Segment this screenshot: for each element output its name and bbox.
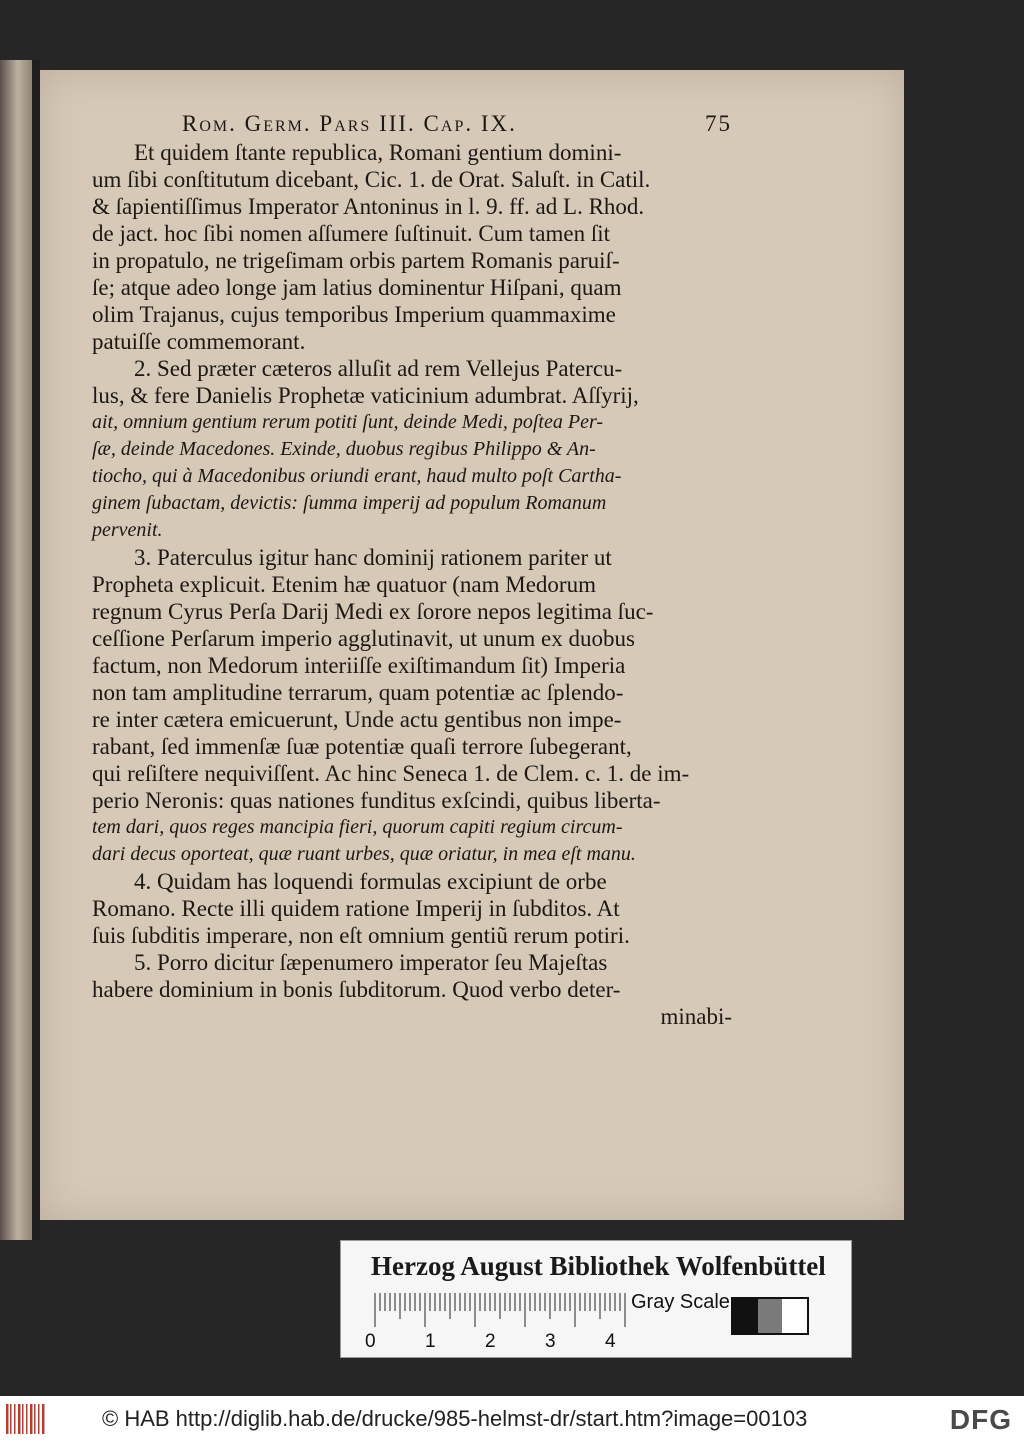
text-line: Romano. Recte illi quidem ratione Imperij in ſubditos. At xyxy=(92,896,620,921)
gray-scale-swatches xyxy=(731,1297,809,1335)
barcode-bar xyxy=(34,1404,36,1434)
paragraph-4 xyxy=(92,868,732,949)
barcode-bar xyxy=(6,1404,9,1434)
barcode-icon xyxy=(6,1404,48,1434)
text-line: factum, non Medorum interiiſſe exiſtimandum ſit) Imperia xyxy=(92,653,626,678)
text-line: dari decus oporteat, quæ ruant urbes, quæ oriatur, in mea eſt manu. xyxy=(92,843,636,865)
ruler-number: 0 xyxy=(365,1331,376,1352)
running-head xyxy=(92,110,732,137)
text-line: rabant, ſed immenſæ ſuæ potentiæ quaſi terrore ſubegerant, xyxy=(92,734,632,759)
text-line: de jact. hoc ſibi nomen aſſumere ſuſtinuit. Cum tamen ſit xyxy=(92,221,611,246)
text-line: Et quidem ſtante republica, Romani gentium domini- xyxy=(134,140,622,165)
text-line: 3. Paterculus igitur hanc dominij rationem pariter ut xyxy=(134,545,612,570)
binding-shadow xyxy=(32,60,40,1240)
barcode-bar xyxy=(38,1404,40,1434)
library-name: Herzog August Bibliothek Wolfenbüttel xyxy=(371,1251,826,1281)
book-page xyxy=(40,70,904,1220)
text-line: ginem ſubactam, devictis: ſumma imperij ad populum Romanum xyxy=(92,492,607,514)
gray-swatch-light xyxy=(782,1299,807,1333)
text-line: 2. Sed præter cæteros alluſit ad rem Vellejus Patercu- xyxy=(134,356,623,381)
text-line: pervenit. xyxy=(92,519,163,541)
paragraph-3 xyxy=(92,544,732,868)
barcode-bar xyxy=(10,1404,12,1434)
barcode-bar xyxy=(30,1404,33,1434)
barcode-bar xyxy=(42,1404,45,1434)
footer-bar xyxy=(0,1396,1024,1444)
barcode-bar xyxy=(14,1404,16,1434)
text-line: ſe; atque adeo longe jam latius dominentur Hiſpani, quam xyxy=(92,275,622,300)
text-line: non tam amplitudine terrarum, quam potentiæ ac ſplendo- xyxy=(92,680,624,705)
facing-page-edge xyxy=(0,60,32,1240)
copyright-link[interactable]: © HAB http://diglib.hab.de/drucke/985-helmst-dr/start.htm?image=00103 xyxy=(102,1406,808,1431)
text-line: olim Trajanus, cujus temporibus Imperium quammaxime xyxy=(92,302,616,327)
text-line: lus, & fere Danielis Prophetæ vaticinium adumbrat. Aſſyrij, xyxy=(92,383,639,408)
text-line: Propheta explicuit. Etenim hæ quatuor (nam Medorum xyxy=(92,572,596,597)
text-line: tiocho, qui à Macedonibus oriundi erant, haud multo poſt Cartha- xyxy=(92,465,622,487)
ruler-number: 4 xyxy=(605,1331,616,1352)
text-line: patuiſſe commemorant. xyxy=(92,329,306,354)
text-line: um ſibi conſtitutum dicebant, Cic. 1. de Orat. Saluſt. in Catil. xyxy=(92,167,651,192)
text-line: 4. Quidam has loquendi formulas excipiunt de orbe xyxy=(134,869,607,894)
text-line: in propatulo, ne trigeſimam orbis partem Romanis paruiſ- xyxy=(92,248,620,273)
gray-swatch-mid xyxy=(758,1299,783,1333)
text-line: regnum Cyrus Perſa Darij Medi ex ſorore nepos legitima ſuc- xyxy=(92,599,654,624)
barcode-bar xyxy=(26,1404,28,1434)
text-line: & ſapientiſſimus Imperator Antoninus in l. 9. ff. ad L. Rhod. xyxy=(92,194,645,219)
ruler-number: 1 xyxy=(425,1331,436,1352)
paragraph-1 xyxy=(92,139,732,355)
text-line: ait, omnium gentium rerum potiti ſunt, deinde Medi, poſtea Per- xyxy=(92,411,604,433)
ruler-labels xyxy=(365,1331,645,1353)
text-line: re inter cætera emicuerunt, Unde actu gentibus non impe- xyxy=(92,707,622,732)
text-line: ſæ, deinde Macedones. Exinde, duobus regibus Philippo & An- xyxy=(92,438,596,460)
page-text-block xyxy=(92,110,732,1030)
text-line: ſuis ſubditis imperare, non eſt omnium gentiũ rerum potiri. xyxy=(92,923,630,948)
barcode-bar xyxy=(22,1404,24,1434)
text-line: tem dari, quos reges mancipia fieri, quorum capiti regium circum- xyxy=(92,816,623,838)
text-line: ceſſione Perſarum imperio agglutinavit, ut unum ex duobus xyxy=(92,626,635,651)
text-line: qui reſiſtere nequiviſſent. Ac hinc Seneca 1. de Clem. c. 1. de im- xyxy=(92,761,690,786)
dfg-logo: DFG xyxy=(949,1404,1012,1435)
gray-swatch-dark xyxy=(733,1299,758,1333)
barcode-bar xyxy=(18,1404,21,1434)
ruler-number: 2 xyxy=(485,1331,496,1352)
library-label-card xyxy=(340,1240,852,1358)
ruler-scale xyxy=(373,1293,628,1333)
running-head-title: Rom. Germ. Pars III. Cap. IX. xyxy=(182,111,517,136)
text-line: perio Neronis: quas nationes funditus exſcindi, quibus liberta- xyxy=(92,788,661,813)
page-number: 75 xyxy=(705,111,732,136)
paragraph-2 xyxy=(92,355,732,544)
paragraph-5 xyxy=(92,949,732,1003)
gray-scale-label: Gray Scale xyxy=(631,1291,730,1313)
catchword: minabi- xyxy=(660,1004,732,1029)
ruler-number: 3 xyxy=(545,1331,556,1352)
text-line: 5. Porro dicitur ſæpenumero imperator ſeu Majeſtas xyxy=(134,950,608,975)
text-line: habere dominium in bonis ſubditorum. Quod verbo deter- xyxy=(92,977,621,1002)
